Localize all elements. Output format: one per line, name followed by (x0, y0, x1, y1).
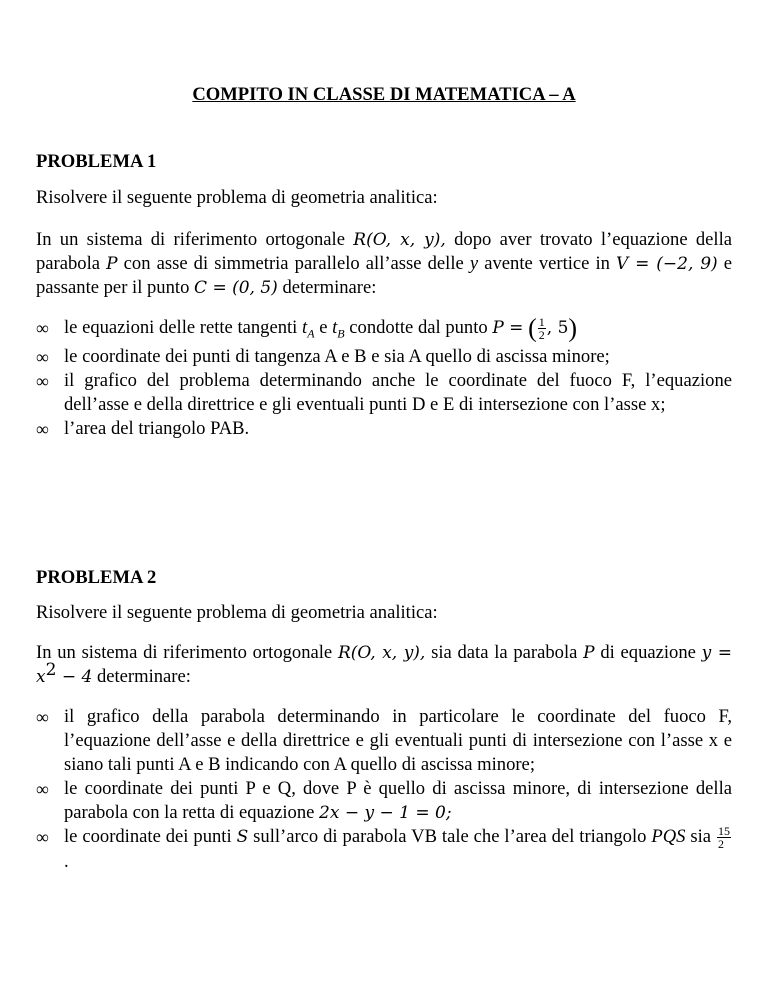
list-item: ∞ le coordinate dei punti di tangenza A e B e sia A quello di ascissa minore; (36, 346, 610, 368)
bullet-infinity-icon: ∞ (36, 318, 49, 338)
list-item: ∞ il grafico della parabola determinando in particolare le coordinate del fuoco F, l’equazione dell’asse e della direttrice e gli eventuali punti di intersezione con l’asse x e siano tali punti A e B indicando con A quello di ascissa minore; (36, 706, 732, 775)
bullet-infinity-icon: ∞ (36, 371, 49, 392)
fraction-fifteen-halves: $\frac{15}{2}$ (717, 824, 730, 852)
list-item: ∞ le coordinate dei punti P e Q, dove P è quello di ascissa minore, di intersezione della parabola con la retta di equazione 2x − y − 1 = 0; (36, 778, 732, 823)
list-item: ∞ il grafico del problema determinando anche le coordinate del fuoco F, l’equazione dell’asse e della direttrice e gli eventuali punti D e E di intersezione con l’asse x; (36, 370, 732, 416)
problem-2-intro: Risolvere il seguente problema di geometria analitica: (36, 602, 438, 623)
problem-1-intro: Risolvere il seguente problema di geometria analitica: (36, 187, 438, 208)
list-item: ∞ l’area del triangolo PAB. (36, 418, 250, 440)
fraction-one-half: $\frac{1}{2}$ (538, 315, 545, 343)
problem-1-task-list (36, 313, 732, 441)
bullet-infinity-icon: ∞ (36, 779, 49, 799)
problem-2-statement: In un sistema di riferimento ortogonale R(O, x, y), sia data la parabola P di equazione $y = x^2 - 4$ determinare: (36, 642, 733, 687)
list-item: ∞ le equazioni delle rette tangenti $t_A$ e $t_B$ condotte dal punto P = ( $\frac{1}{2}$ , 5) (36, 313, 578, 343)
bullet-infinity-icon: ∞ (36, 419, 49, 440)
bullet-infinity-icon: ∞ (36, 347, 49, 368)
problem-1-heading: PROBLEMA 1 (36, 151, 157, 172)
bullet-infinity-icon: ∞ (36, 827, 49, 847)
problem-1-statement: In un sistema di riferimento ortogonale R(O, x, y), dopo aver trovato l’equazione della parabola P con asse di simmetria parallelo all’asse delle y avente vertice in V = (−2, 9) e passante per il punto C = (0, 5) determinare: (36, 229, 733, 298)
bullet-infinity-icon: ∞ (36, 707, 49, 727)
document-title: COMPITO IN CLASSE DI MATEMATICA – A (192, 84, 576, 105)
problem-2-task-list (36, 705, 732, 874)
list-item: ∞ le coordinate dei punti S sull’arco di parabola VB tale che l’area del triangolo PQS sia $\frac{15}{2}$ . (36, 824, 730, 873)
problem-2-heading: PROBLEMA 2 (36, 567, 157, 588)
